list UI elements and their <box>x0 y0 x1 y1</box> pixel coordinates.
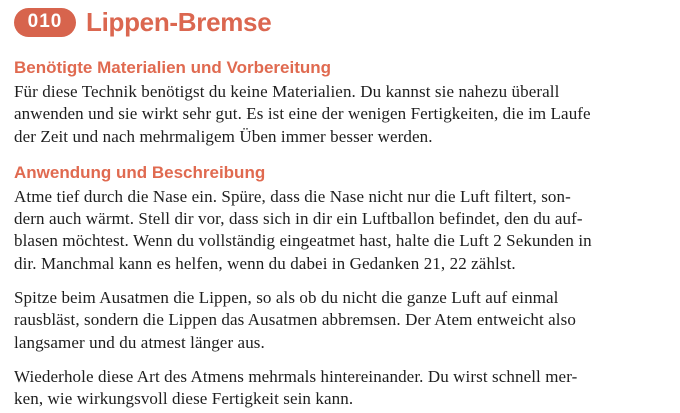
text-line: Atme tief durch die Nase ein. Spüre, dass die Nase nicht nur die Luft filtert, son- <box>14 186 571 206</box>
text-line: langsamer und du atmest länger aus. <box>14 332 265 352</box>
text-line: dir. Manchmal kann es helfen, wenn du dabei in Gedanken 21, 22 zählst. <box>14 253 516 273</box>
paragraph <box>14 366 666 411</box>
text-line: Wiederhole diese Art des Atmens mehrmals hintereinander. Du wirst schnell mer- <box>14 366 578 386</box>
section-heading-application: Anwendung und Beschreibung <box>14 162 266 182</box>
section-materials <box>14 58 666 148</box>
section-heading-materials: Benötigte Materialien und Vorbereitung <box>14 58 332 77</box>
text-line: anwenden und sie wirkt sehr gut. Es ist eine der wenigen Fertigkeiten, die im Laufe <box>14 104 591 124</box>
chapter-header <box>14 7 666 37</box>
text-line: der Zeit und nach mehrmaligem Üben immer besser werden. <box>14 126 433 146</box>
text-line: blasen möchtest. Wenn du vollständig eingeatmet hast, halte die Luft 2 Sekunden in <box>14 231 592 251</box>
text-line: rausbläst, sondern die Lippen das Ausatmen abbremsen. Der Atem entweicht also <box>14 310 576 330</box>
text-line: Für diese Technik benötigst du keine Materialien. Du kannst sie nahezu überall <box>14 82 560 101</box>
paragraph <box>14 287 666 354</box>
text-line: ken, wie wirkungsvoll diese Fertigkeit sein kann. <box>14 389 354 409</box>
paragraph <box>14 81 666 148</box>
section-application <box>14 163 666 411</box>
paragraph <box>14 186 666 275</box>
page-title: Lippen-Bremse <box>86 7 272 37</box>
text-line: dern auch wärmt. Stell dir vor, dass sich in dir ein Luftballon befindet, den du auf- <box>14 209 583 229</box>
chapter-number-badge: 010 <box>14 8 76 37</box>
text-line: Spitze beim Ausatmen die Lippen, so als ob du nicht die ganze Luft auf einmal <box>14 288 559 308</box>
